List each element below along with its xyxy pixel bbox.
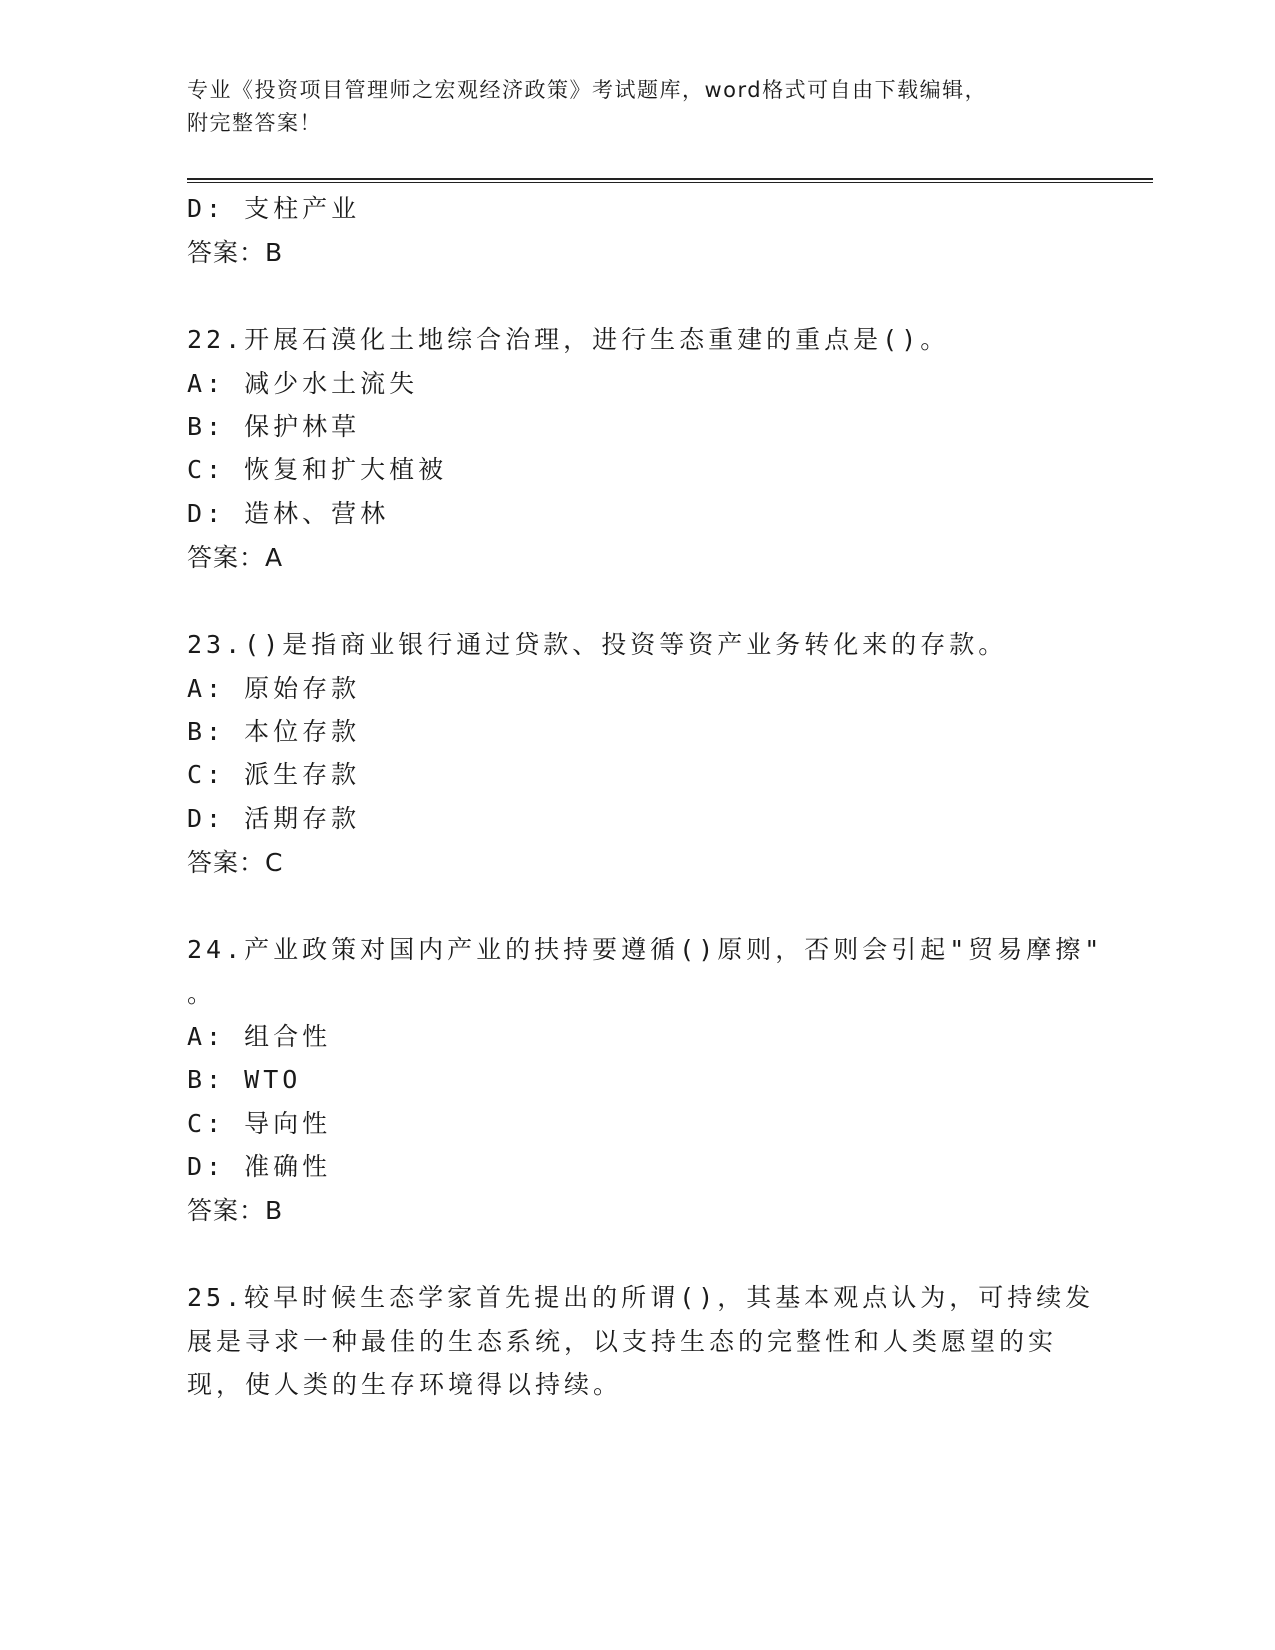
q23-stem: 23.()是指商业银行通过贷款、投资等资产业务转化来的存款。 xyxy=(187,630,1008,659)
header-line-2: 附完整答案！ xyxy=(187,111,322,135)
q24-option-a: A: 组合性 xyxy=(187,1022,332,1051)
q22-option-c: C: 恢复和扩大植被 xyxy=(187,455,448,484)
q22-stem: 22.开展石漠化土地综合治理，进行生态重建的重点是()。 xyxy=(187,325,950,354)
header-divider xyxy=(187,178,1153,183)
q24-option-b: B: WTO xyxy=(187,1065,302,1094)
q22-option-b: B: 保护林草 xyxy=(187,412,361,441)
q24-stem-line-2: 。 xyxy=(187,979,217,1008)
q21-option-d: D: 支柱产业 xyxy=(187,194,361,223)
q22-answer: 答案：A xyxy=(187,543,284,572)
q24-stem-line-1: 24.产业政策对国内产业的扶持要遵循()原则，否则会引起"贸易摩擦" xyxy=(187,935,1104,964)
q21-answer: 答案：B xyxy=(187,238,284,267)
q24-option-c: C: 导向性 xyxy=(187,1109,332,1138)
q25-stem-line-2: 展是寻求一种最佳的生态系统，以支持生态的完整性和人类愿望的实 xyxy=(187,1327,1058,1356)
q22-option-d: D: 造林、营林 xyxy=(187,499,390,528)
header-line-1: 专业《投资项目管理师之宏观经济政策》考试题库，word格式可自由下载编辑， xyxy=(187,78,988,102)
q25-stem-line-1: 25.较早时候生态学家首先提出的所谓()，其基本观点认为，可持续发 xyxy=(187,1283,1095,1312)
q23-option-b: B: 本位存款 xyxy=(187,717,361,746)
q23-option-d: D: 活期存款 xyxy=(187,804,361,833)
document-header xyxy=(187,74,1067,140)
q23-option-a: A: 原始存款 xyxy=(187,674,361,703)
q24-option-d: D: 准确性 xyxy=(187,1152,332,1181)
q25-stem-line-3: 现，使人类的生存环境得以持续。 xyxy=(187,1370,623,1399)
q23-option-c: C: 派生存款 xyxy=(187,760,361,789)
q22-option-a: A: 减少水土流失 xyxy=(187,369,419,398)
q23-answer: 答案：C xyxy=(187,848,284,877)
q24-answer: 答案：B xyxy=(187,1196,284,1225)
